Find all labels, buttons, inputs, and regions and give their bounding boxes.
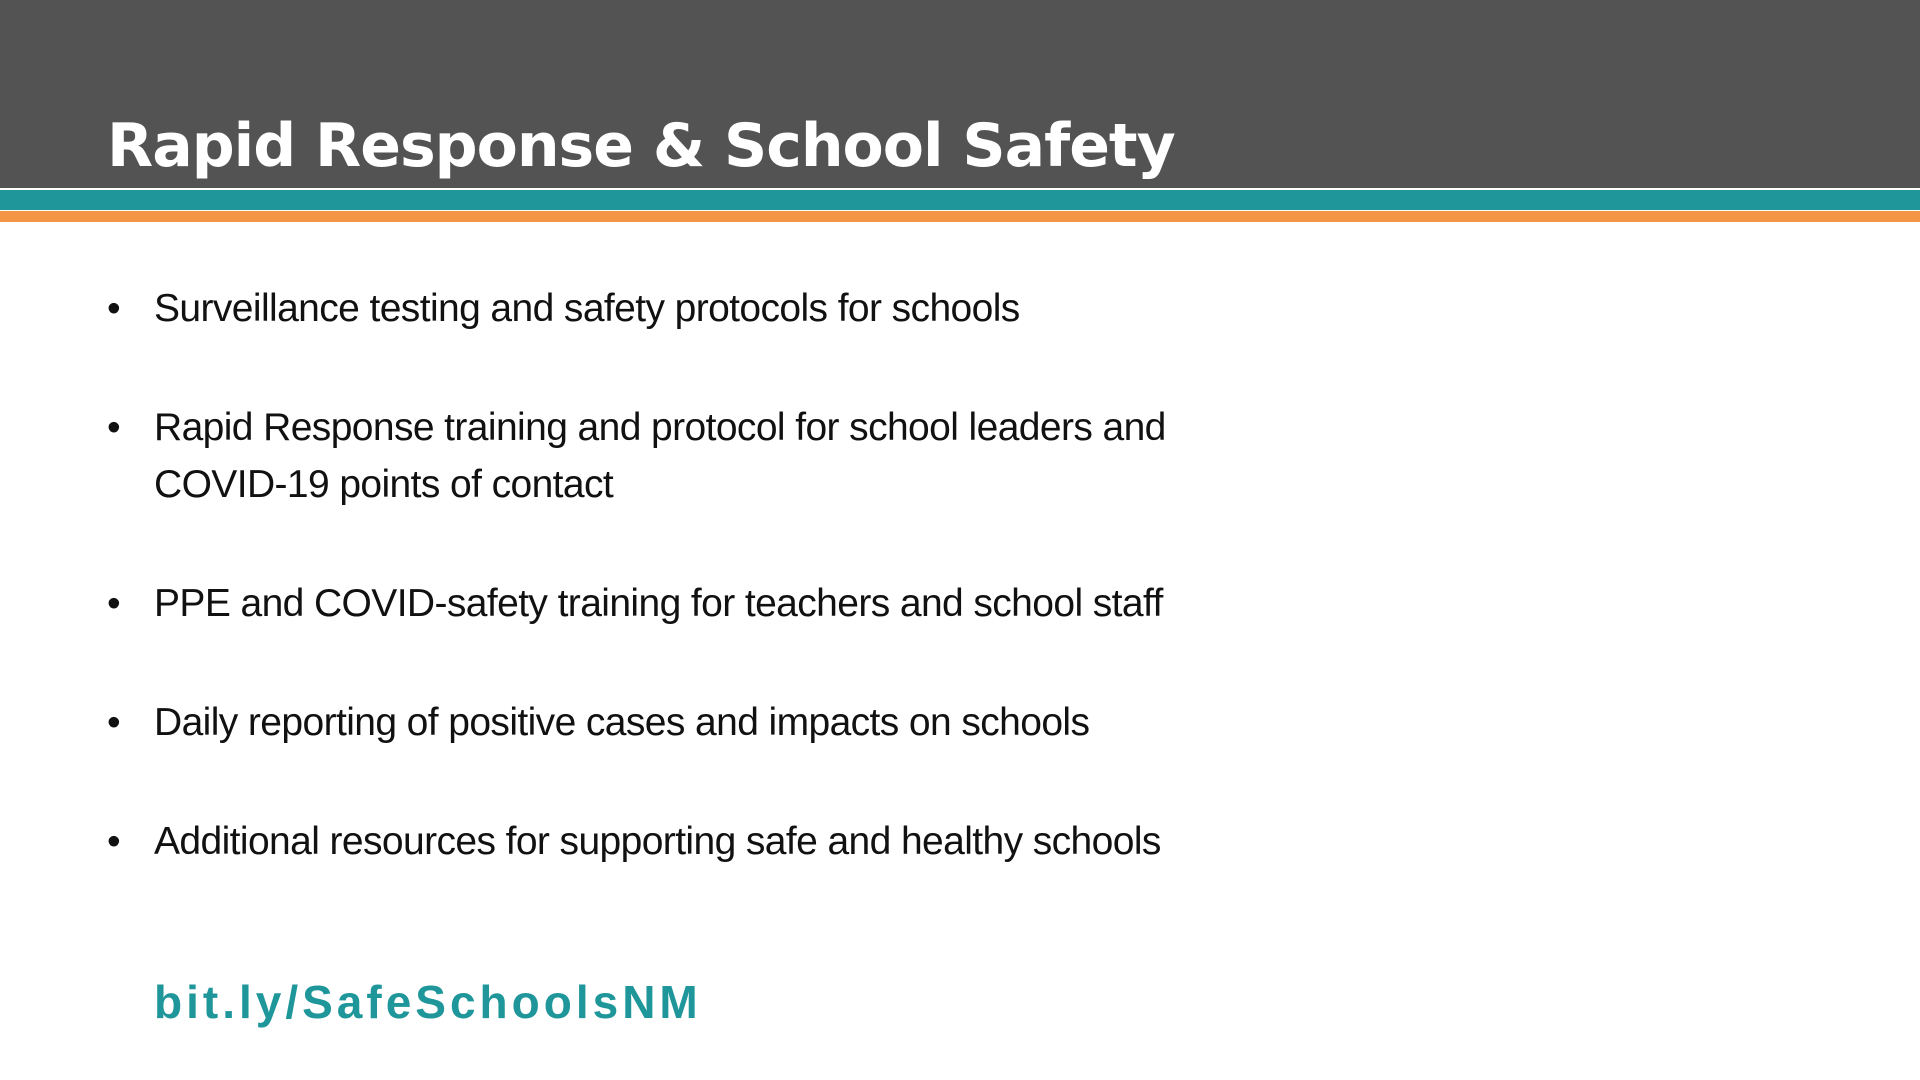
bullet-item-ppe-training xyxy=(107,575,1244,632)
bullet-text: PPE and COVID-safety training for teachers and school staff xyxy=(154,582,1163,625)
bullet-text: Surveillance testing and safety protocols for schools xyxy=(154,287,1020,330)
orange-divider-stripe xyxy=(0,211,1920,222)
bullet-item-daily-reporting xyxy=(107,694,1357,751)
bullet-dot-icon: • xyxy=(107,287,121,330)
bullet-item-surveillance xyxy=(107,280,1357,337)
teal-divider-stripe xyxy=(0,190,1920,210)
bullet-dot-icon: • xyxy=(107,406,121,449)
bullet-dot-icon: • xyxy=(107,820,121,863)
bullet-text: Additional resources for supporting safe and healthy schools xyxy=(154,820,1161,863)
bullet-item-rapid-response xyxy=(107,399,1304,513)
bullet-dot-icon: • xyxy=(107,582,121,625)
slide-title: Rapid Response & School Safety xyxy=(107,111,1175,181)
bullet-dot-icon: • xyxy=(107,701,121,744)
bullet-item-additional-resources xyxy=(107,813,1357,870)
bullet-text: Daily reporting of positive cases and impacts on schools xyxy=(154,701,1090,744)
bullet-list xyxy=(107,280,1357,870)
safe-schools-link[interactable]: bit.ly/SafeSchoolsNM xyxy=(154,976,702,1028)
title-banner xyxy=(0,0,1920,188)
bullet-text: Rapid Response training and protocol for school leaders and COVID-19 points of contact xyxy=(154,406,1166,506)
